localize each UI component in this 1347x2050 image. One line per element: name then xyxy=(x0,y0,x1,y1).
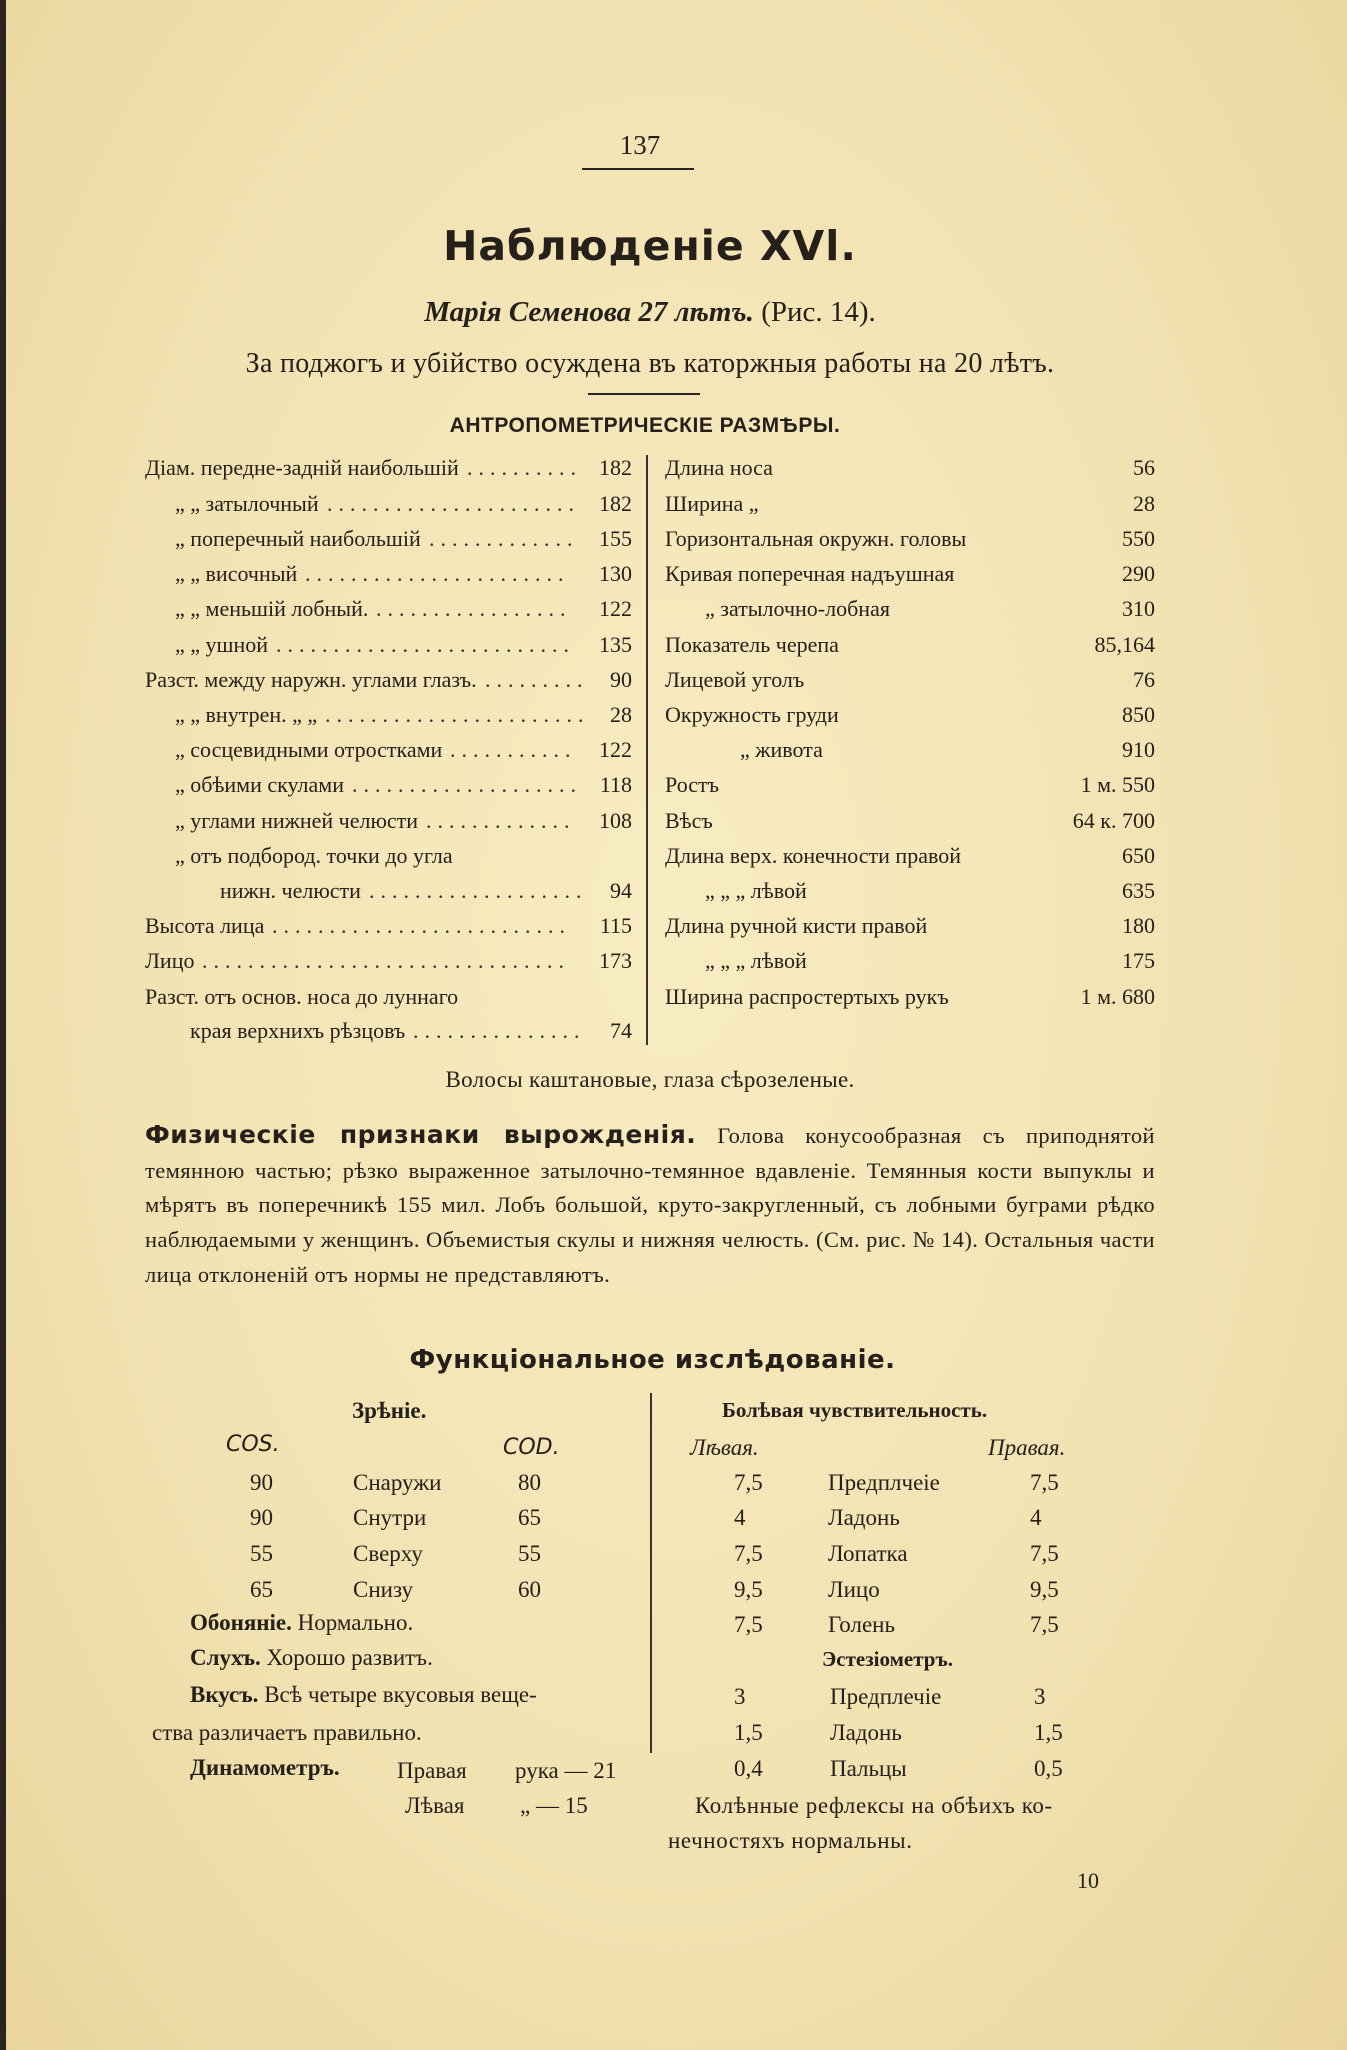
measure-value: 182 xyxy=(599,455,632,480)
hearing-text: Хорошо развитъ. xyxy=(266,1645,433,1670)
left-side-header: Лѣвая. xyxy=(690,1435,759,1460)
pain-right-value: 4 xyxy=(1030,1505,1042,1530)
measure-label: Лицевой уголъ xyxy=(665,667,805,692)
anthro-left-row xyxy=(145,698,632,732)
measure-label: Ширина распростертыхъ рукъ xyxy=(665,984,949,1009)
leader-dots: ............. xyxy=(429,526,579,551)
measure-value: 1 м. 680 xyxy=(1080,984,1155,1009)
vision-direction: Снизу xyxy=(353,1577,414,1602)
measure-label: „ отъ подбород. точки до угла xyxy=(175,843,453,868)
measure-label: „ живота xyxy=(740,737,823,762)
leader-dots: .......................... xyxy=(276,632,575,657)
anthro-right-row xyxy=(665,839,1155,873)
measure-label: „ „ внутрен. „ „ xyxy=(175,702,318,727)
esth-right-value: 1,5 xyxy=(1034,1720,1063,1745)
observation-title: Наблюденіе XVl. xyxy=(443,222,857,270)
measure-value: 910 xyxy=(1122,737,1155,762)
esth-right-value: 3 xyxy=(1034,1684,1046,1709)
measure-value: 76 xyxy=(1133,667,1155,692)
hair-eyes-line: Волосы каштановые, глаза сѣрозеленые. xyxy=(445,1067,855,1092)
figure-ref: (Рис. 14). xyxy=(761,296,876,328)
measure-value: 310 xyxy=(1122,596,1155,621)
measure-label: „ сосцевидными отростками xyxy=(175,737,443,762)
vision-cos-value: 90 xyxy=(250,1505,273,1530)
measure-label: Лицо xyxy=(145,948,195,973)
pain-body-part: Голень xyxy=(828,1612,895,1637)
esth-body-part: Ладонь xyxy=(830,1720,902,1745)
vision-direction: Снутри xyxy=(353,1505,427,1530)
measure-label: Кривая поперечная надъушная xyxy=(665,561,955,586)
taste-text-2: ства различаетъ правильно. xyxy=(152,1720,422,1745)
measure-label: „ „ височный xyxy=(175,561,298,586)
pain-right-value: 7,5 xyxy=(1030,1612,1059,1637)
signature-mark: 10 xyxy=(1077,1868,1099,1893)
anthro-right-row xyxy=(665,522,1155,556)
dynamometer-label: Динамометръ. xyxy=(190,1755,340,1780)
measure-value: 64 к. 700 xyxy=(1072,808,1155,833)
pain-left-value: 4 xyxy=(734,1505,746,1530)
functional-title: Функціональное изслѣдованіе. xyxy=(409,1345,896,1375)
anthro-left-row xyxy=(145,768,632,802)
measure-label: Длина верх. конечности правой xyxy=(665,843,961,868)
measure-label: „ „ „ лѣвой xyxy=(705,878,807,903)
measure-label: Разст. отъ основ. носа до луннаго xyxy=(145,984,459,1009)
leader-dots: ................................ xyxy=(202,948,570,973)
measure-value: 122 xyxy=(599,596,632,621)
measure-value: 155 xyxy=(599,526,632,551)
anthro-right-row xyxy=(665,944,1155,978)
measure-value: 182 xyxy=(599,491,632,516)
measure-value: 1 м. 550 xyxy=(1080,772,1155,797)
measure-label: „ углами нижней челюсти xyxy=(175,808,419,833)
vision-direction: Сверху xyxy=(353,1541,423,1566)
anthro-right-row xyxy=(665,557,1155,591)
esth-body-part: Предплечіе xyxy=(830,1684,942,1709)
leader-dots: ....................... xyxy=(325,702,590,727)
anthro-right-row xyxy=(665,487,1155,521)
anthro-right-row xyxy=(665,698,1155,732)
esth-left-value: 3 xyxy=(734,1684,746,1709)
pain-left-value: 7,5 xyxy=(734,1470,763,1495)
measure-value: 122 xyxy=(599,737,632,762)
measure-value: 180 xyxy=(1122,913,1155,938)
pain-body-part: Предплчеіе xyxy=(828,1470,940,1495)
pain-left-value: 7,5 xyxy=(734,1612,763,1637)
hearing-line xyxy=(190,1645,433,1671)
leader-dots: ................... xyxy=(369,878,588,903)
anthro-right-row xyxy=(665,874,1155,908)
measure-value: 85,164 xyxy=(1094,632,1155,657)
leader-dots: ......... xyxy=(485,667,589,692)
subject-line xyxy=(0,296,1300,329)
degeneration-text: Голова конусообразная съ приподнятой темянною частью; рѣзко выраженное затылочно-темянное вдавленіе. Темянныя кости выпуклы и мѣрятъ въ поперечникѣ 155 мил. Лобъ большой, круто-закругленный, съ лобными буграми рѣдко наблюдаемыми у женщинъ. Объемистыя скулы и нижняя челюсть. (См. рис. № 14). Остальныя части лица отклоненій отъ нормы не представляютъ. xyxy=(145,1123,1155,1287)
measure-label: „ „ затылочный xyxy=(175,491,319,516)
subject-name: Марія Семенова 27 лѣтъ. xyxy=(424,296,754,328)
measure-label: „ поперечный наибольшій xyxy=(175,526,421,551)
vision-cod-value: 60 xyxy=(518,1577,541,1602)
anthro-left-row xyxy=(145,1014,632,1048)
measure-value: 108 xyxy=(599,808,632,833)
dyn-right-value: рука — 21 xyxy=(515,1758,617,1783)
measure-label: Длина ручной кисти правой xyxy=(665,913,928,938)
measure-label: Разст. между наружн. углами глазъ. xyxy=(145,667,477,692)
leader-dots: ....................... xyxy=(305,561,570,586)
hearing-label: Слухъ. xyxy=(190,1645,261,1670)
measure-label: нижн. челюсти xyxy=(220,878,361,903)
leader-dots: .......................... xyxy=(272,913,571,938)
taste-label: Вкусъ. xyxy=(190,1682,259,1707)
leader-dots: ................. xyxy=(376,596,572,621)
vision-title: Зрѣніе. xyxy=(352,1398,427,1423)
pain-title: Болѣвая чувствительность. xyxy=(722,1398,988,1422)
anthro-left-row xyxy=(145,980,632,1014)
leader-dots: ........... xyxy=(450,737,577,762)
measure-label: Ростъ xyxy=(665,772,719,797)
measure-label: Вѣсъ xyxy=(665,808,713,833)
measure-label: края верхнихъ рѣзцовъ xyxy=(190,1018,406,1043)
measure-label: „ „ „ лѣвой xyxy=(705,948,807,973)
reflex-line-1: Колѣнные рефлексы на обѣихъ ко- xyxy=(695,1793,1053,1818)
vision-cos-value: 55 xyxy=(250,1541,273,1566)
anthro-left-row xyxy=(145,839,632,873)
measure-value: 94 xyxy=(610,878,632,903)
dyn-left-value: „ — 15 xyxy=(520,1793,588,1818)
reflex-line-2: нечностяхъ нормальны. xyxy=(668,1828,913,1853)
measure-label: Высота лица xyxy=(145,913,265,938)
anthro-left-row xyxy=(145,663,632,697)
column-divider-2 xyxy=(650,1393,652,1753)
anthro-left-row xyxy=(145,909,632,943)
anthro-right-row xyxy=(665,663,1155,697)
smell-text: Нормально. xyxy=(297,1610,414,1635)
measure-value: 130 xyxy=(599,561,632,586)
page-number-rule xyxy=(582,168,694,170)
measure-label: Діам. передне-задній наибольшій xyxy=(145,455,459,480)
column-divider xyxy=(646,455,648,1045)
vision-cos-value: 90 xyxy=(250,1470,273,1495)
measure-value: 28 xyxy=(1133,491,1155,516)
measure-label: „ „ ушной xyxy=(175,632,269,657)
pain-left-value: 7,5 xyxy=(734,1541,763,1566)
measure-value: 115 xyxy=(599,913,632,938)
vision-cod-value: 55 xyxy=(518,1541,541,1566)
taste-line xyxy=(190,1682,537,1708)
vision-cos-value: 65 xyxy=(250,1577,273,1602)
right-side-header: Правая. xyxy=(988,1435,1066,1460)
measure-value: 74 xyxy=(610,1018,632,1043)
anthro-right-row xyxy=(665,768,1155,802)
measure-label: Горизонтальная окружн. головы xyxy=(665,526,967,551)
leader-dots: .......... xyxy=(467,455,582,480)
anthro-left-row xyxy=(145,874,632,908)
degeneration-heading: Физическіе признаки вырожденія. xyxy=(145,1120,697,1149)
esthesiometer-title: Эстезіометръ. xyxy=(822,1647,953,1671)
vision-cod-value: 80 xyxy=(518,1470,541,1495)
measure-label: „ обѣими скулами xyxy=(175,772,344,797)
anthro-left-row xyxy=(145,451,632,485)
dyn-right-label: Правая xyxy=(397,1758,467,1783)
measure-value: 650 xyxy=(1122,843,1155,868)
anthro-left-row xyxy=(145,733,632,767)
anthro-left-row xyxy=(145,804,632,838)
measure-label: Окружность груди xyxy=(665,702,839,727)
degeneration-paragraph xyxy=(145,1118,1155,1293)
divider-rule xyxy=(588,393,700,395)
measure-value: 290 xyxy=(1122,561,1155,586)
smell-label: Обоняніе. xyxy=(190,1610,292,1635)
measure-label: Показатель черепа xyxy=(665,632,839,657)
dyn-left-label: Лѣвая xyxy=(405,1793,465,1818)
anthro-right-row xyxy=(665,909,1155,943)
leader-dots: ...................... xyxy=(327,491,580,516)
page-number: 137 xyxy=(619,130,661,160)
vision-cod-value: 65 xyxy=(518,1505,541,1530)
smell-line xyxy=(190,1610,413,1636)
anthro-left-row xyxy=(145,557,632,591)
anthro-left-row xyxy=(145,628,632,662)
pain-right-value: 9,5 xyxy=(1030,1577,1059,1602)
anthro-left-row xyxy=(145,592,632,626)
measure-value: 56 xyxy=(1133,455,1155,480)
pain-right-value: 7,5 xyxy=(1030,1541,1059,1566)
anthro-left-row xyxy=(145,487,632,521)
anthro-left-row xyxy=(145,522,632,556)
esth-left-value: 0,4 xyxy=(734,1756,763,1781)
cos-header: COS. xyxy=(226,1432,280,1457)
pain-left-value: 9,5 xyxy=(734,1577,763,1602)
anthro-right-row xyxy=(665,628,1155,662)
pain-body-part: Лопатка xyxy=(828,1541,908,1566)
measure-value: 28 xyxy=(610,702,632,727)
pain-right-value: 7,5 xyxy=(1030,1470,1059,1495)
esth-left-value: 1,5 xyxy=(734,1720,763,1745)
measure-label: Длина носа xyxy=(665,455,773,480)
anthro-right-row xyxy=(665,804,1155,838)
vision-direction: Снаружи xyxy=(353,1470,442,1495)
taste-text-1: Всѣ четыре вкусовыя веще- xyxy=(264,1682,537,1707)
anthro-right-row xyxy=(665,592,1155,626)
pain-body-part: Лицо xyxy=(828,1577,880,1602)
measure-label: „ „ меньшій лобный. xyxy=(175,596,369,621)
leader-dots: ............... xyxy=(413,1018,586,1043)
measure-label: „ затылочно-лобная xyxy=(705,596,890,621)
measure-value: 850 xyxy=(1122,702,1155,727)
cod-header: COD. xyxy=(503,1435,560,1460)
measure-value: 118 xyxy=(599,772,632,797)
anthropometric-title: АНТРОПОМЕТРИЧЕСКІЕ РАЗМѢРЫ. xyxy=(449,414,841,437)
measure-value: 635 xyxy=(1122,878,1155,903)
measure-value: 135 xyxy=(599,632,632,657)
anthro-right-row xyxy=(665,980,1155,1014)
pain-body-part: Ладонь xyxy=(828,1505,900,1530)
measure-label: Ширина „ xyxy=(665,491,759,516)
leader-dots: .................... xyxy=(352,772,582,797)
anthro-right-row xyxy=(665,451,1155,485)
esth-body-part: Пальцы xyxy=(830,1756,907,1781)
anthro-left-row xyxy=(145,944,632,978)
measure-value: 173 xyxy=(599,948,632,973)
leader-dots: ............. xyxy=(426,808,576,833)
measure-value: 90 xyxy=(610,667,632,692)
sentence-line: За поджогъ и убійство осуждена въ каторжныя работы на 20 лѣтъ. xyxy=(245,348,1055,379)
measure-value: 175 xyxy=(1122,948,1155,973)
esth-right-value: 0,5 xyxy=(1034,1756,1063,1781)
anthro-right-row xyxy=(665,733,1155,767)
measure-value: 550 xyxy=(1122,526,1155,551)
